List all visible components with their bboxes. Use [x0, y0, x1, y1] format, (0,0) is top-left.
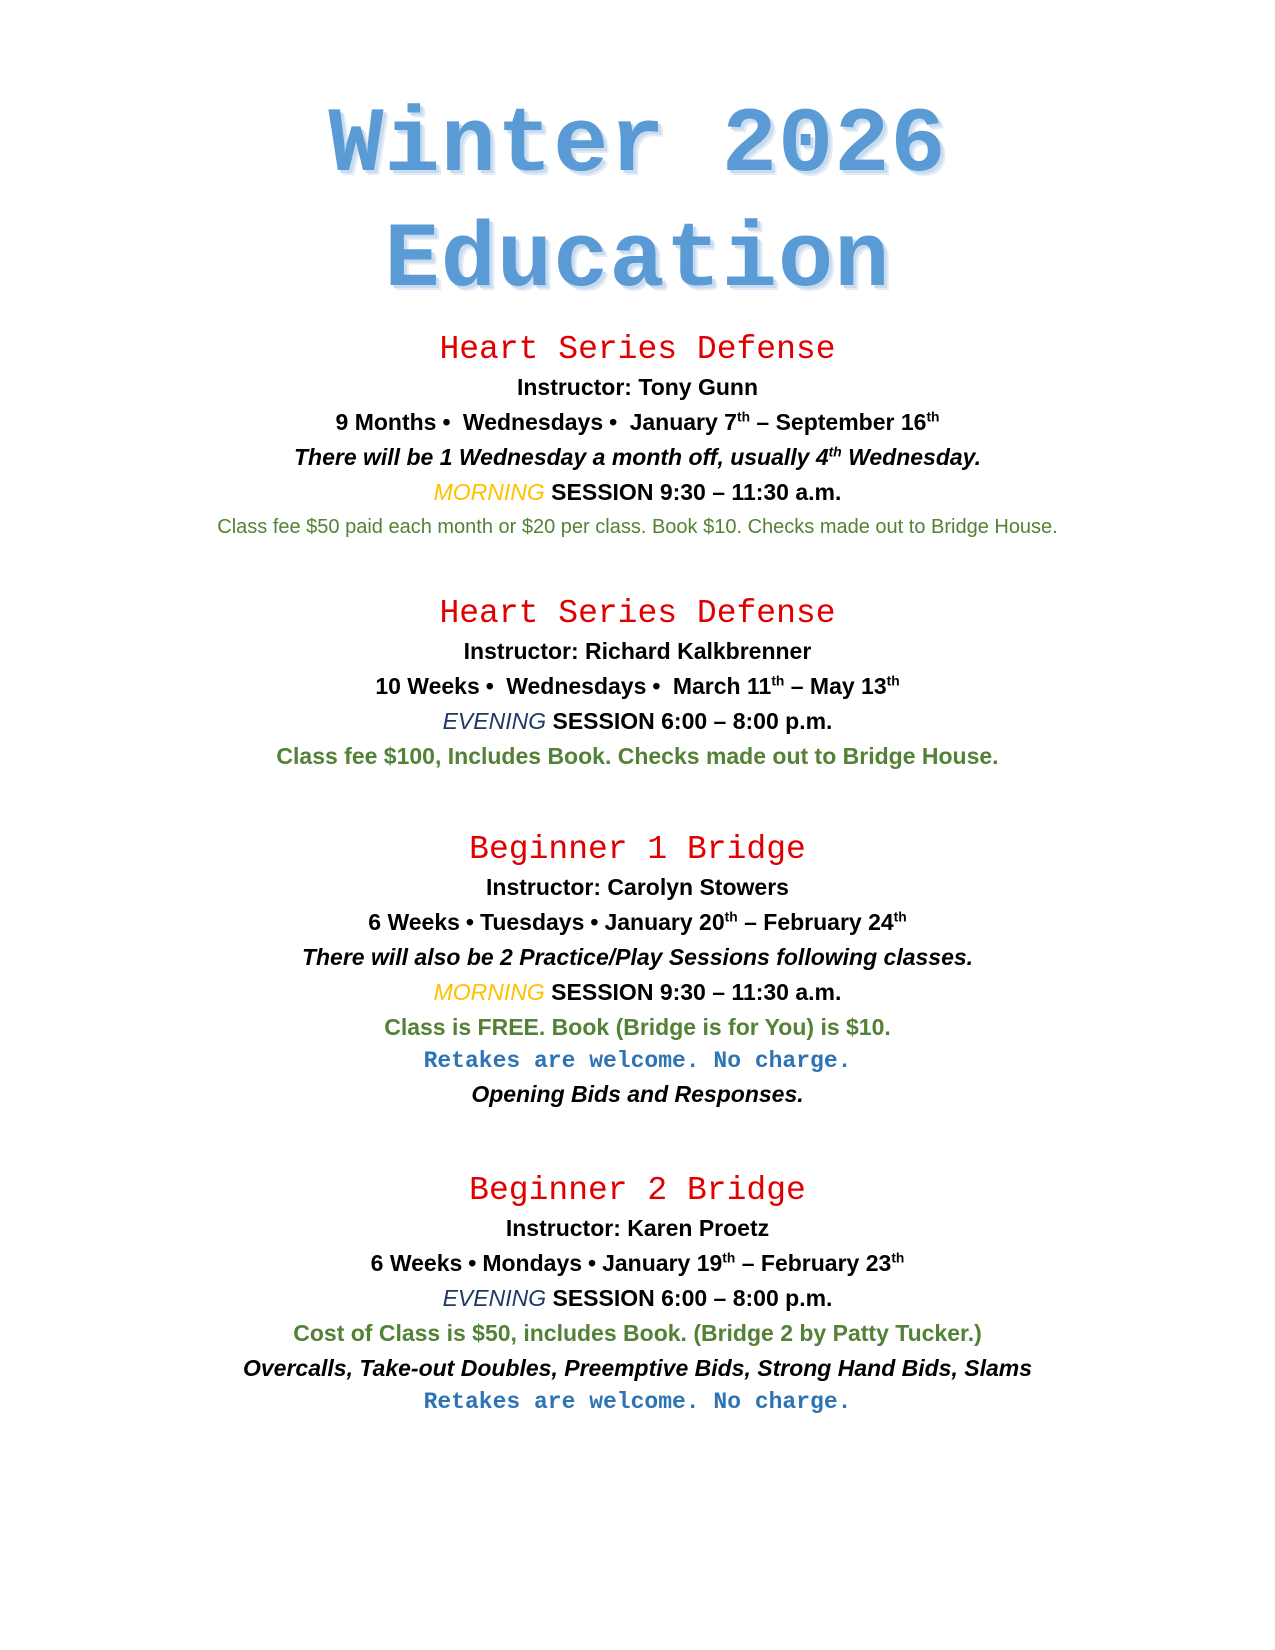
- duration: 10 Weeks: [375, 673, 480, 699]
- end-date: February 23: [760, 1250, 892, 1276]
- retake-line: Retakes are welcome. No charge.: [423, 1048, 852, 1074]
- end-date: September 16: [775, 409, 927, 435]
- course-title: Beginner 2 Bridge: [469, 1172, 806, 1209]
- ordinal-suffix: th: [828, 444, 842, 460]
- course-section-heart-defense-morning: [0, 330, 1275, 545]
- topics-line: Opening Bids and Responses.: [471, 1081, 804, 1107]
- instructor-line: Instructor: Tony Gunn: [516, 374, 759, 400]
- instructor-line: Instructor: Richard Kalkbrenner: [463, 638, 812, 664]
- session-label: MORNING: [433, 979, 545, 1005]
- schedule-line: [0, 905, 1275, 940]
- instructor-line: Instructor: Karen Proetz: [505, 1215, 770, 1241]
- ordinal-suffix: th: [891, 1250, 905, 1266]
- course-section-beginner-1: [0, 830, 1275, 1112]
- course-title: Heart Series Defense: [439, 331, 836, 368]
- schedule-line: [0, 1246, 1275, 1281]
- session-label: EVENING: [442, 708, 547, 734]
- session-time: SESSION 9:30 – 11:30 a.m.: [544, 979, 842, 1005]
- bullet-separator: •: [465, 909, 474, 935]
- page-title-line-2: Education: [384, 208, 891, 313]
- end-date: February 24: [763, 909, 894, 935]
- ordinal-suffix: th: [771, 673, 785, 689]
- ordinal-suffix: th: [724, 909, 738, 925]
- date-dash: –: [741, 1250, 755, 1276]
- note-line: There will also be 2 Practice/Play Sessions following classes.: [301, 944, 974, 970]
- note-text: There will be 1 Wednesday a month off, usually 4: [293, 444, 829, 470]
- note-line: [0, 440, 1275, 475]
- duration: 9 Months: [335, 409, 437, 435]
- weekday: Wednesdays: [462, 409, 604, 435]
- course-title: Heart Series Defense: [439, 595, 836, 632]
- weekday: Tuesdays: [479, 909, 585, 935]
- fee-line: Class fee $50 paid each month or $20 per class. Book $10. Checks made out to Bridge House.: [217, 516, 1058, 538]
- weekday: Wednesdays: [506, 673, 647, 699]
- bullet-separator: •: [442, 409, 451, 435]
- session-time: SESSION 9:30 – 11:30 a.m.: [544, 479, 842, 505]
- bullet-separator: •: [609, 409, 618, 435]
- start-date: January 7: [629, 409, 737, 435]
- bullet-separator: •: [588, 1250, 597, 1276]
- session-line: [0, 475, 1275, 510]
- session-label: EVENING: [442, 1285, 547, 1311]
- course-section-beginner-2: [0, 1171, 1275, 1418]
- bullet-separator: •: [652, 673, 661, 699]
- note-text-end: Wednesday.: [841, 444, 982, 470]
- session-time: SESSION 6:00 – 8:00 p.m.: [546, 708, 833, 734]
- end-date: May 13: [809, 673, 887, 699]
- date-dash: –: [756, 409, 770, 435]
- date-dash: –: [744, 909, 757, 935]
- schedule-line: [0, 669, 1275, 704]
- ordinal-suffix: th: [736, 409, 751, 425]
- ordinal-suffix: th: [886, 673, 900, 689]
- start-date: January 20: [604, 909, 725, 935]
- topics-line: Overcalls, Take-out Doubles, Preemptive Bids, Strong Hand Bids, Slams: [242, 1355, 1033, 1381]
- duration: 6 Weeks: [370, 1250, 463, 1276]
- date-dash: –: [790, 673, 804, 699]
- ordinal-suffix: th: [722, 1250, 736, 1266]
- start-date: March 11: [672, 673, 772, 699]
- session-line: [0, 704, 1275, 739]
- page-title-line-1: Winter 2026: [328, 93, 947, 198]
- fee-line: Cost of Class is $50, includes Book. (Bridge 2 by Patty Tucker.): [293, 1320, 982, 1346]
- bullet-separator: •: [468, 1250, 477, 1276]
- course-title: Beginner 1 Bridge: [469, 831, 806, 868]
- session-time: SESSION 6:00 – 8:00 p.m.: [546, 1285, 833, 1311]
- ordinal-suffix: th: [893, 909, 907, 925]
- fee-line: Class is FREE. Book (Bridge is for You) is $10.: [384, 1014, 891, 1040]
- fee-line: Class fee $100, Includes Book. Checks made out to Bridge House.: [276, 743, 999, 769]
- course-section-heart-defense-evening: [0, 594, 1275, 774]
- session-line: [0, 1281, 1275, 1316]
- retake-line: Retakes are welcome. No charge.: [423, 1389, 852, 1415]
- schedule-line: [0, 405, 1275, 440]
- duration: 6 Weeks: [368, 909, 460, 935]
- bullet-separator: •: [485, 673, 494, 699]
- start-date: January 19: [602, 1250, 723, 1276]
- ordinal-suffix: th: [926, 409, 940, 425]
- weekday: Mondays: [482, 1250, 583, 1276]
- bullet-separator: •: [590, 909, 599, 935]
- session-line: [0, 975, 1275, 1010]
- session-label: MORNING: [433, 479, 545, 505]
- instructor-line: Instructor: Carolyn Stowers: [486, 874, 789, 900]
